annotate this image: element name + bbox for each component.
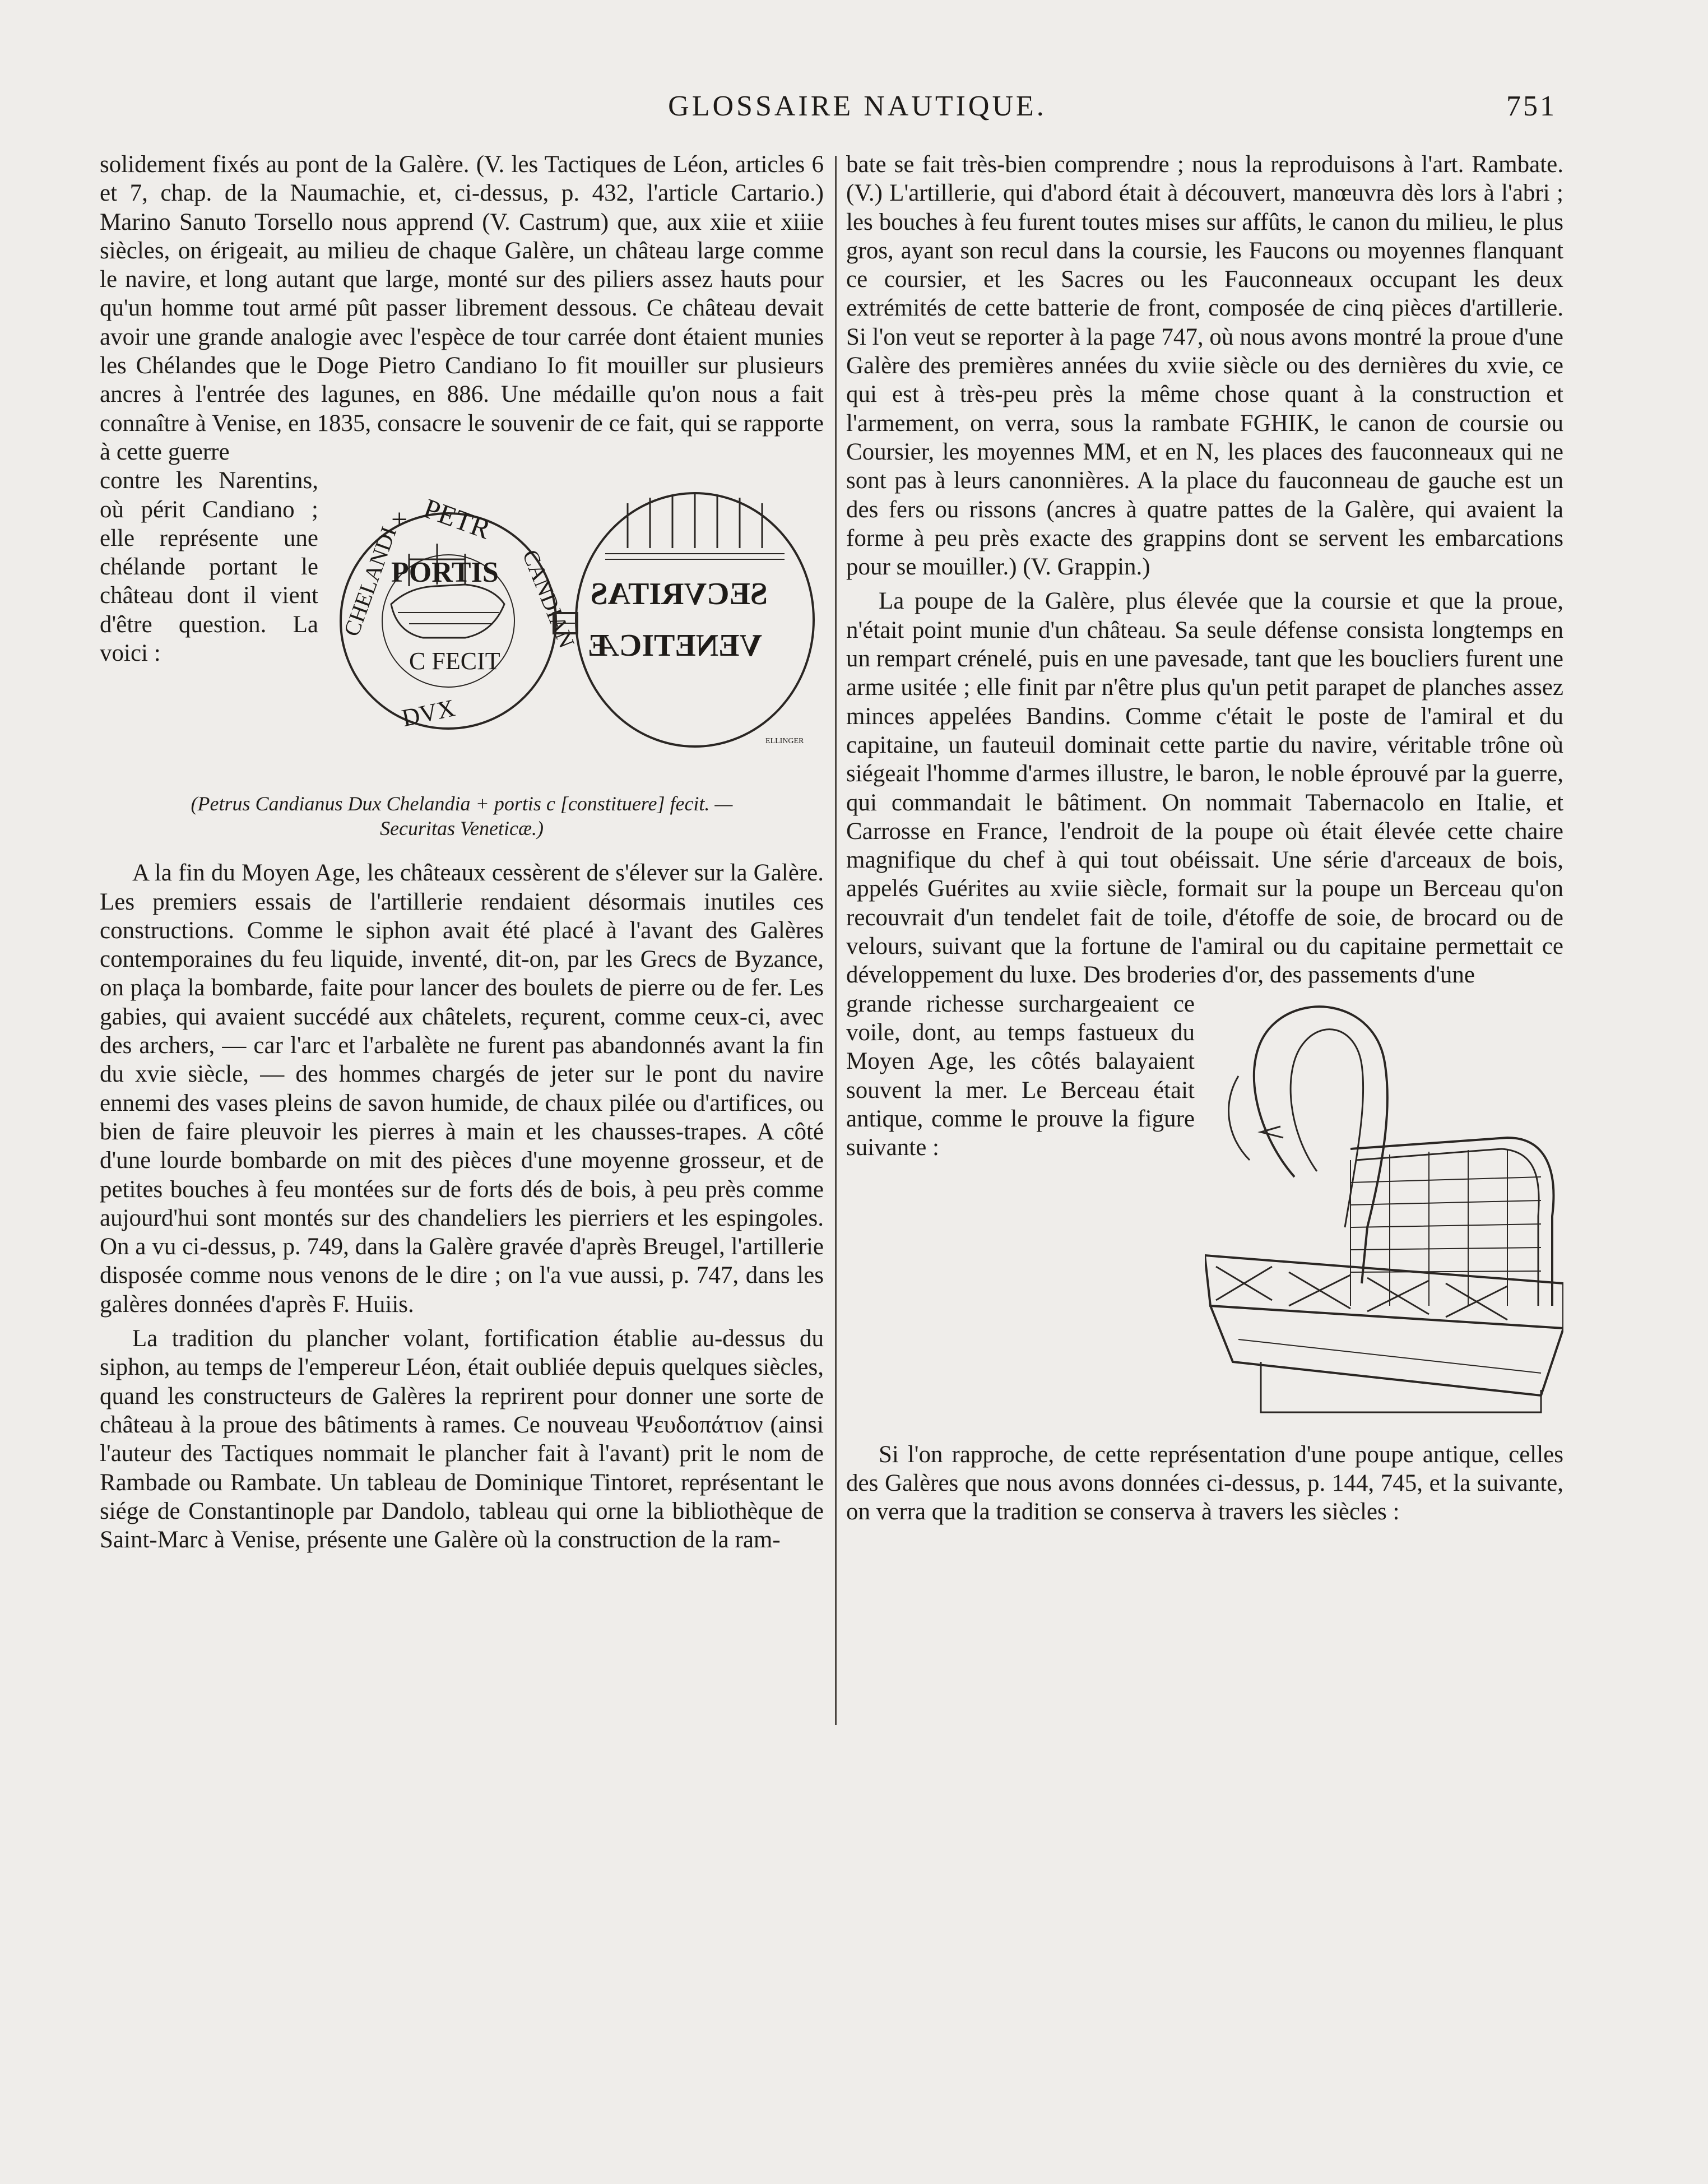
page-number: 751 [1506,90,1557,122]
medal-signature: ELLINGER [765,737,804,746]
left-paragraph-1-cont: contre les Narentins, où périt Candiano ; elle représente une chélande portant le château dont il vient d'être question. La voici : [100,467,318,667]
medal-obverse-right: CANDIAN [517,546,580,652]
running-title: GLOSSAIRE NAUTIQUE. [668,90,1047,122]
left-paragraph-3: La tradition du plancher volant, fortification établie au-dessus du siphon, au temps de l'empereur Léon, était oubliée depuis quelques siècles, quand les constructeurs de Galères la reprirent pour donner une sorte de château à la proue des bâtiments à rames. Ce nouveau Ψευδοπάτιον (ainsi l'auteur des Tactiques nommait le plancher fait à l'avant) prit le nom de Rambade ou Rambate. Un tableau de Dominique Tintoret, représentant le siége de Constantinople par Dandolo, tableau qui orne la bibliothèque de Saint-Marc à Venise, présente une Galère où la construction de la ram- [100,1325,824,1554]
caption-line-1: (Petrus Candianus Dux Chelandia + portis c [constituere] fecit. — [191,792,733,815]
caption-line-2: Securitas Veneticæ.) [380,817,544,840]
medal-reverse-line1: SECVRITAS [590,577,768,612]
medal-obverse-left: CHELANDI [338,523,402,640]
right-paragraph-2-cont: grande richesse surchargeaient ce voile, dont, au temps fastueux du Moyen Age, les côtés balayaient souvent la mer. Le Berceau était antique, comme le prouve la figure suivante : [846,990,1195,1161]
right-paragraph-1: bate se fait très-bien comprendre ; nous la reproduisons à l'art. Rambate. (V.) L'artillerie, qui d'abord était à découvert, manœuvra dès lors à l'abri ; les bouches à feu furent toutes mises sur affûts, le canon du milieu, le plus gros, ayant son recul dans la coursie, les Faucons ou moyennes flanquant ce coursier, et les Sacres ou les Fauconneaux occupant les deux extrémités de cette batterie de front, composée de cinq pièces d'artillerie. Si l'on veut se reporter à la page 747, où nous avons montré la proue d'une Galère des premières années du xviie siècle ou des dernières du xvie, ce qui est à très-peu près la même chose quant à la construction et l'armement, on verra, sous la rambate FGHIK, le canon de coursie ou Coursier, les moyennes MM, et en N, les places des fauconneaux qui ne sont pas à leurs canonnières. A la place du fauconneau de gauche est un des fers ou rissons (ancres à quatre pattes de la Galère, qui avaient la forme à peu près exacte des grappins dont se servent les embarcations pour se mouiller.) (V. Grappin.) [846,151,1563,581]
right-paragraph-2: La poupe de la Galère, plus élevée que la coursie et que la proue, n'était point munie d'un château. Sa seule défense consista longtemps en un rempart crénelé, puis en une pavesade, tant que les boucliers furent une arme usitée ; elle finit par n'être plus qu'un petit parapet de planches assez minces appelées Bandins. Comme c'était le poste de l'amiral et du capitaine, un fauteuil dominait cette partie du navire, véritable trône où siégeait l'homme d'armes illustre, le baron, le noble éprouvé par la guerre, qui commandait le bâtiment. On nommait Tabernacolo en Italie, et Carrosse en France, l'endroit de la poupe où était élevée cette chaire magnifique du chef à qui tout obéissait. Une série d'arceaux de bois, appelés Guérites au xviie siècle, formait sur la poupe un Berceau qu'on recouvrait d'un tendelet fait de toile, d'étoffe de soie, de brocard ou de velours, suivant que la fortune de l'amiral ou du capitaine permettait ce développement du luxe. Des broderies d'or, des passements d'une [846,588,1563,989]
medal-reverse [576,493,814,746]
left-paragraph-1: solidement fixés au pont de la Galère. (V. les Tactiques de Léon, articles 6 et 7, chap. de la Naumachie, et, ci-dessus, p. 432, l'article Cartario.) Marino Sanuto Torsello nous apprend (V. Castrum) que, aux xiie et xiiie siècles, on érigeait, au milieu de chaque Galère, un château large comme le navire, et long autant que large, monté sur des piliers assez hauts pour qu'un homme tout armé pût passer librement dessous. Ce château devait avoir une grande analogie avec l'espèce de tour carrée dont étaient munies les Chélandes que le Doge Pietro Candiano Io fit mouiller sur plusieurs ancres à l'entrée des lagunes, en 886. Une médaille qu'on nous a fait connaître à Venise, en 1835, consacre le souvenir de ce fait, qui se rapporte à cette guerre [100,151,824,465]
left-column [100,150,824,1554]
right-column [846,150,1563,1527]
column-divider [835,156,837,1725]
medal-obverse-fecit: C FECIT [409,647,500,675]
medal-figure [325,470,824,772]
medal-obverse-cross: + [391,504,408,536]
medal-obverse-top: PETR [419,492,495,545]
poupe-berceau-figure [1205,992,1563,1418]
left-paragraph-2: A la fin du Moyen Age, les châteaux cessèrent de s'élever sur la Galère. Les premiers essais de l'artillerie rendaient désormais inutiles ces constructions. Comme le siphon avait été placé à l'avant des Galères contemporaines du feu liquide, inventé, dit-on, par les Grecs de Byzance, on plaça la bombarde, faite pour lancer des boulets de pierre ou de fer. Les gabies, qui avaient succédé aux châtelets, reçurent, comme ceux-ci, avec des archers, — car l'arc et l'arbalète ne furent pas abandonnés avant la fin du xvie siècle, — des hommes chargés de jeter sur le pont du navire ennemi des vases pleins de savon humide, de chaux pilée ou d'artifices, ou bien de faire pleuvoir les pierres à main et les chausses-trapes. A côté d'une lourde bombarde on mit des pièces d'une moyenne grosseur, et de petites bouches à feu montées sur de forts dés de bois, à peu près comme aujourd'hui sont montés sur des chandeliers les pierriers et les espingoles. On a vu ci-dessus, p. 749, dans la Galère gravée d'après Breugel, l'artillerie disposée comme nous venons de le dire ; on l'a vue aussi, p. 747, dans les galères données d'après F. Huiis. [100,860,824,1318]
medal-obverse-bottom: DVX [399,694,458,732]
medal-obverse-portis: PORTIS [391,557,499,589]
swan-stern-drawing [1205,1007,1563,1412]
medal-caption [100,791,824,841]
medal-block [100,466,824,775]
right-paragraph-3: Si l'on rapproche, de cette représentation d'une poupe antique, celles des Galères que nous avons données ci-dessus, p. 144, 745, et la suivante, on verra que la tradition se conserva à travers les siècles : [846,1441,1563,1525]
medal-reverse-line2: VENETICÆ [587,628,762,664]
page-header [0,90,1708,135]
